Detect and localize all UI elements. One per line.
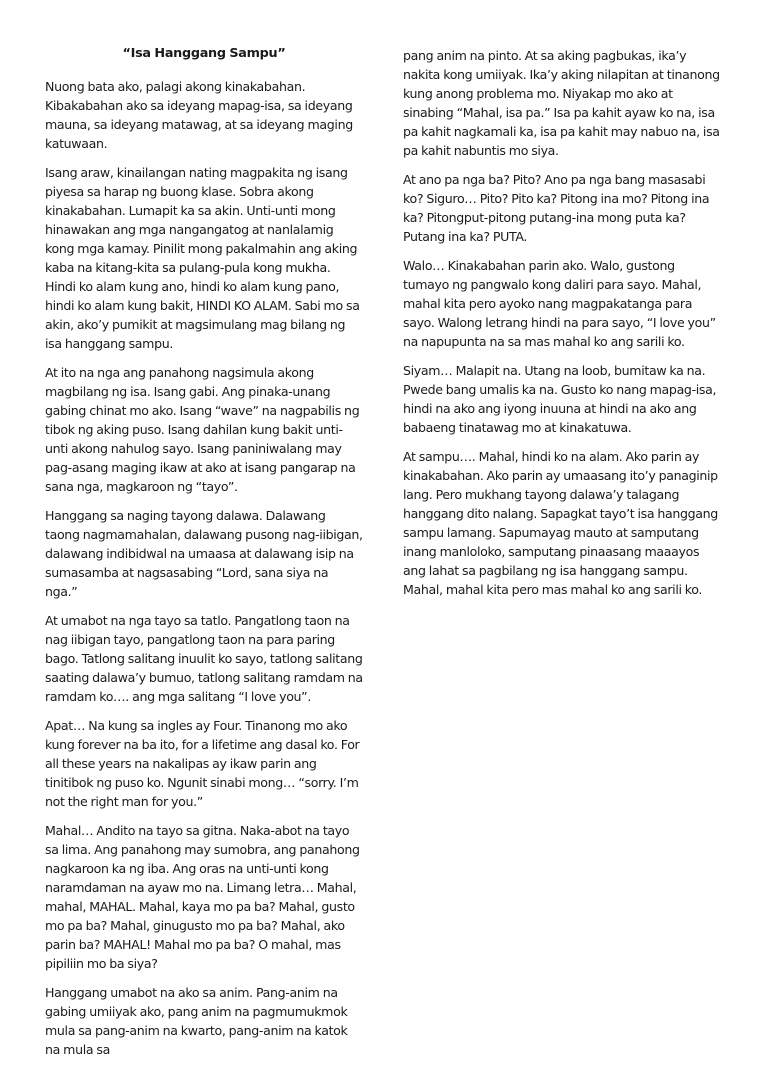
paragraph: pang anim na pinto. At sa aking pagbukas, ika’y nakita kong umiiyak. Ika’y aking nilapitan at tinanong kung anong problema mo. Niyakap mo ako at sinabing “Mahal, isa pa.” Isa pa kahit ayaw ko na, isa pa kahit nagkamali ka, isa pa kahit may nabuo na, isa pa kahit nabuntis mo siya. — [403, 48, 720, 158]
paragraph: Isang araw, kinailangan nating magpakita ng isang piyesa sa harap ng buong klase. Sobra akong kinakabahan. Lumapit ka sa akin. Unti-unti mong hinawakan ang mga nangangatog at nanlalamig kong mga kamay. Pinilit mong pakalmahin ang aking kaba na kitang-kita sa pulang-pula kong mukha. Hindi ko alam kung ano, hindi ko alam kung pano, hindi ko alam kung bakit, HINDI KO ALAM. Sabi mo sa akin, ako’y pumikit at magsimulang mag bilang ng isa hanggang sampu. — [45, 165, 360, 351]
paragraph: Walo… Kinakabahan parin ako. Walo, gustong tumayo ng pangwalo kong daliri para sayo. Mahal, mahal kita pero ayoko nang magpakatanga para sayo. Walong letrang hindi na para sayo, “I love you” na napupunta na sa mas mahal ko ang sarili ko. — [403, 258, 716, 349]
left-column — [45, 44, 363, 1069]
right-column — [403, 46, 721, 609]
paragraph: Hanggang sa naging tayong dalawa. Dalawang taong nagmamahalan, dalawang pusong nag-iibigan, dalawang indibidwal na umaasa at dalawang isip na sumasamba at nagsasabing “Lord, sana siya na nga.” — [45, 508, 363, 599]
paragraph: At ito na nga ang panahong nagsimula akong magbilang ng isa. Isang gabi. Ang pinaka-unang gabing chinat mo ako. Isang “wave” na nagpabilis ng tibok ng aking puso. Isang dahilan kung bakit unti-unti akong nahulog sayo. Isang paniniwalang may pag-asang maging ikaw at ako at isang pangarap na sana nga, magkaroon ng “tayo”. — [45, 365, 360, 494]
paragraph: At sampu…. Mahal, hindi ko na alam. Ako parin ay kinakabahan. Ako parin ay umaasang ito’y panaginip lang. Pero mukhang tayong dalawa’y talagang hanggang dito nalang. Sapagkat tayo’t isa hanggang sampu lamang. Sapumayag mauto at samputang inang manloloko, samputang pinaasang maaayos ang lahat sa pagbilang ng isa hanggang sampu. Mahal, mahal kita pero mas mahal ko ang sarili ko. — [403, 449, 718, 597]
paragraph: At ano pa nga ba? Pito? Ano pa nga bang masasabi ko? Siguro… Pito? Pito ka? Pitong ina mo? Pitong ina ka? Pitongput-pitong putang-ina mong puta ka? Putang ina ka? PUTA. — [403, 172, 710, 244]
paragraph: Apat… Na kung sa ingles ay Four. Tinanong mo ako kung forever na ba ito, for a lifetime ang dasal ko. For all these years na nakalipas ay ikaw parin ang tinitibok ng puso ko. Ngunit sinabi mong… “sorry. I’m not the right man for you.” — [45, 718, 360, 809]
paragraph: Hanggang umabot na ako sa anim. Pang-anim na gabing umiiyak ako, pang anim na pagmumukmok mula sa pang-anim na kwarto, pang-anim na katok na mula sa — [45, 985, 348, 1057]
paragraph: Mahal… Andito na tayo sa gitna. Naka-abot na tayo sa lima. Ang panahong may sumobra, ang panahong nagkaroon ka ng iba. Ang oras na unti-unti kong naramdaman na ayaw mo na. Limang letra… Mahal, mahal, MAHAL. Mahal, kaya mo pa ba? Mahal, gusto mo pa ba? Mahal, ginugusto mo pa ba? Mahal, ako parin ba? MAHAL! Mahal mo pa ba? O mahal, mas pipiliin mo ba siya? — [45, 823, 360, 971]
paragraph: Nuong bata ako, palagi akong kinakabahan. Kibakabahan ako sa ideyang mapag-isa, sa ideyang mauna, sa ideyang matawag, at sa ideyang maging katuwaan. — [45, 79, 353, 151]
paragraph: Siyam… Malapit na. Utang na loob, bumitaw ka na. Pwede bang umalis ka na. Gusto ko nang mapag-isa, hindi na ako ang iyong inuuna at hindi na ako ang babaeng tinatawag mo at kinakatuwa. — [403, 363, 717, 435]
paragraph: At umabot na nga tayo sa tatlo. Pangatlong taon na nag iibigan tayo, pangatlong taon na para paring bago. Tatlong salitang inuulit ko sayo, tatlong salitang saating dalawa’y bumuo, tatlong salitang ramdam na ramdam ko…. ang mga salitang “I love you”. — [45, 613, 363, 704]
document-title: “Isa Hanggang Sampu” — [122, 46, 286, 61]
